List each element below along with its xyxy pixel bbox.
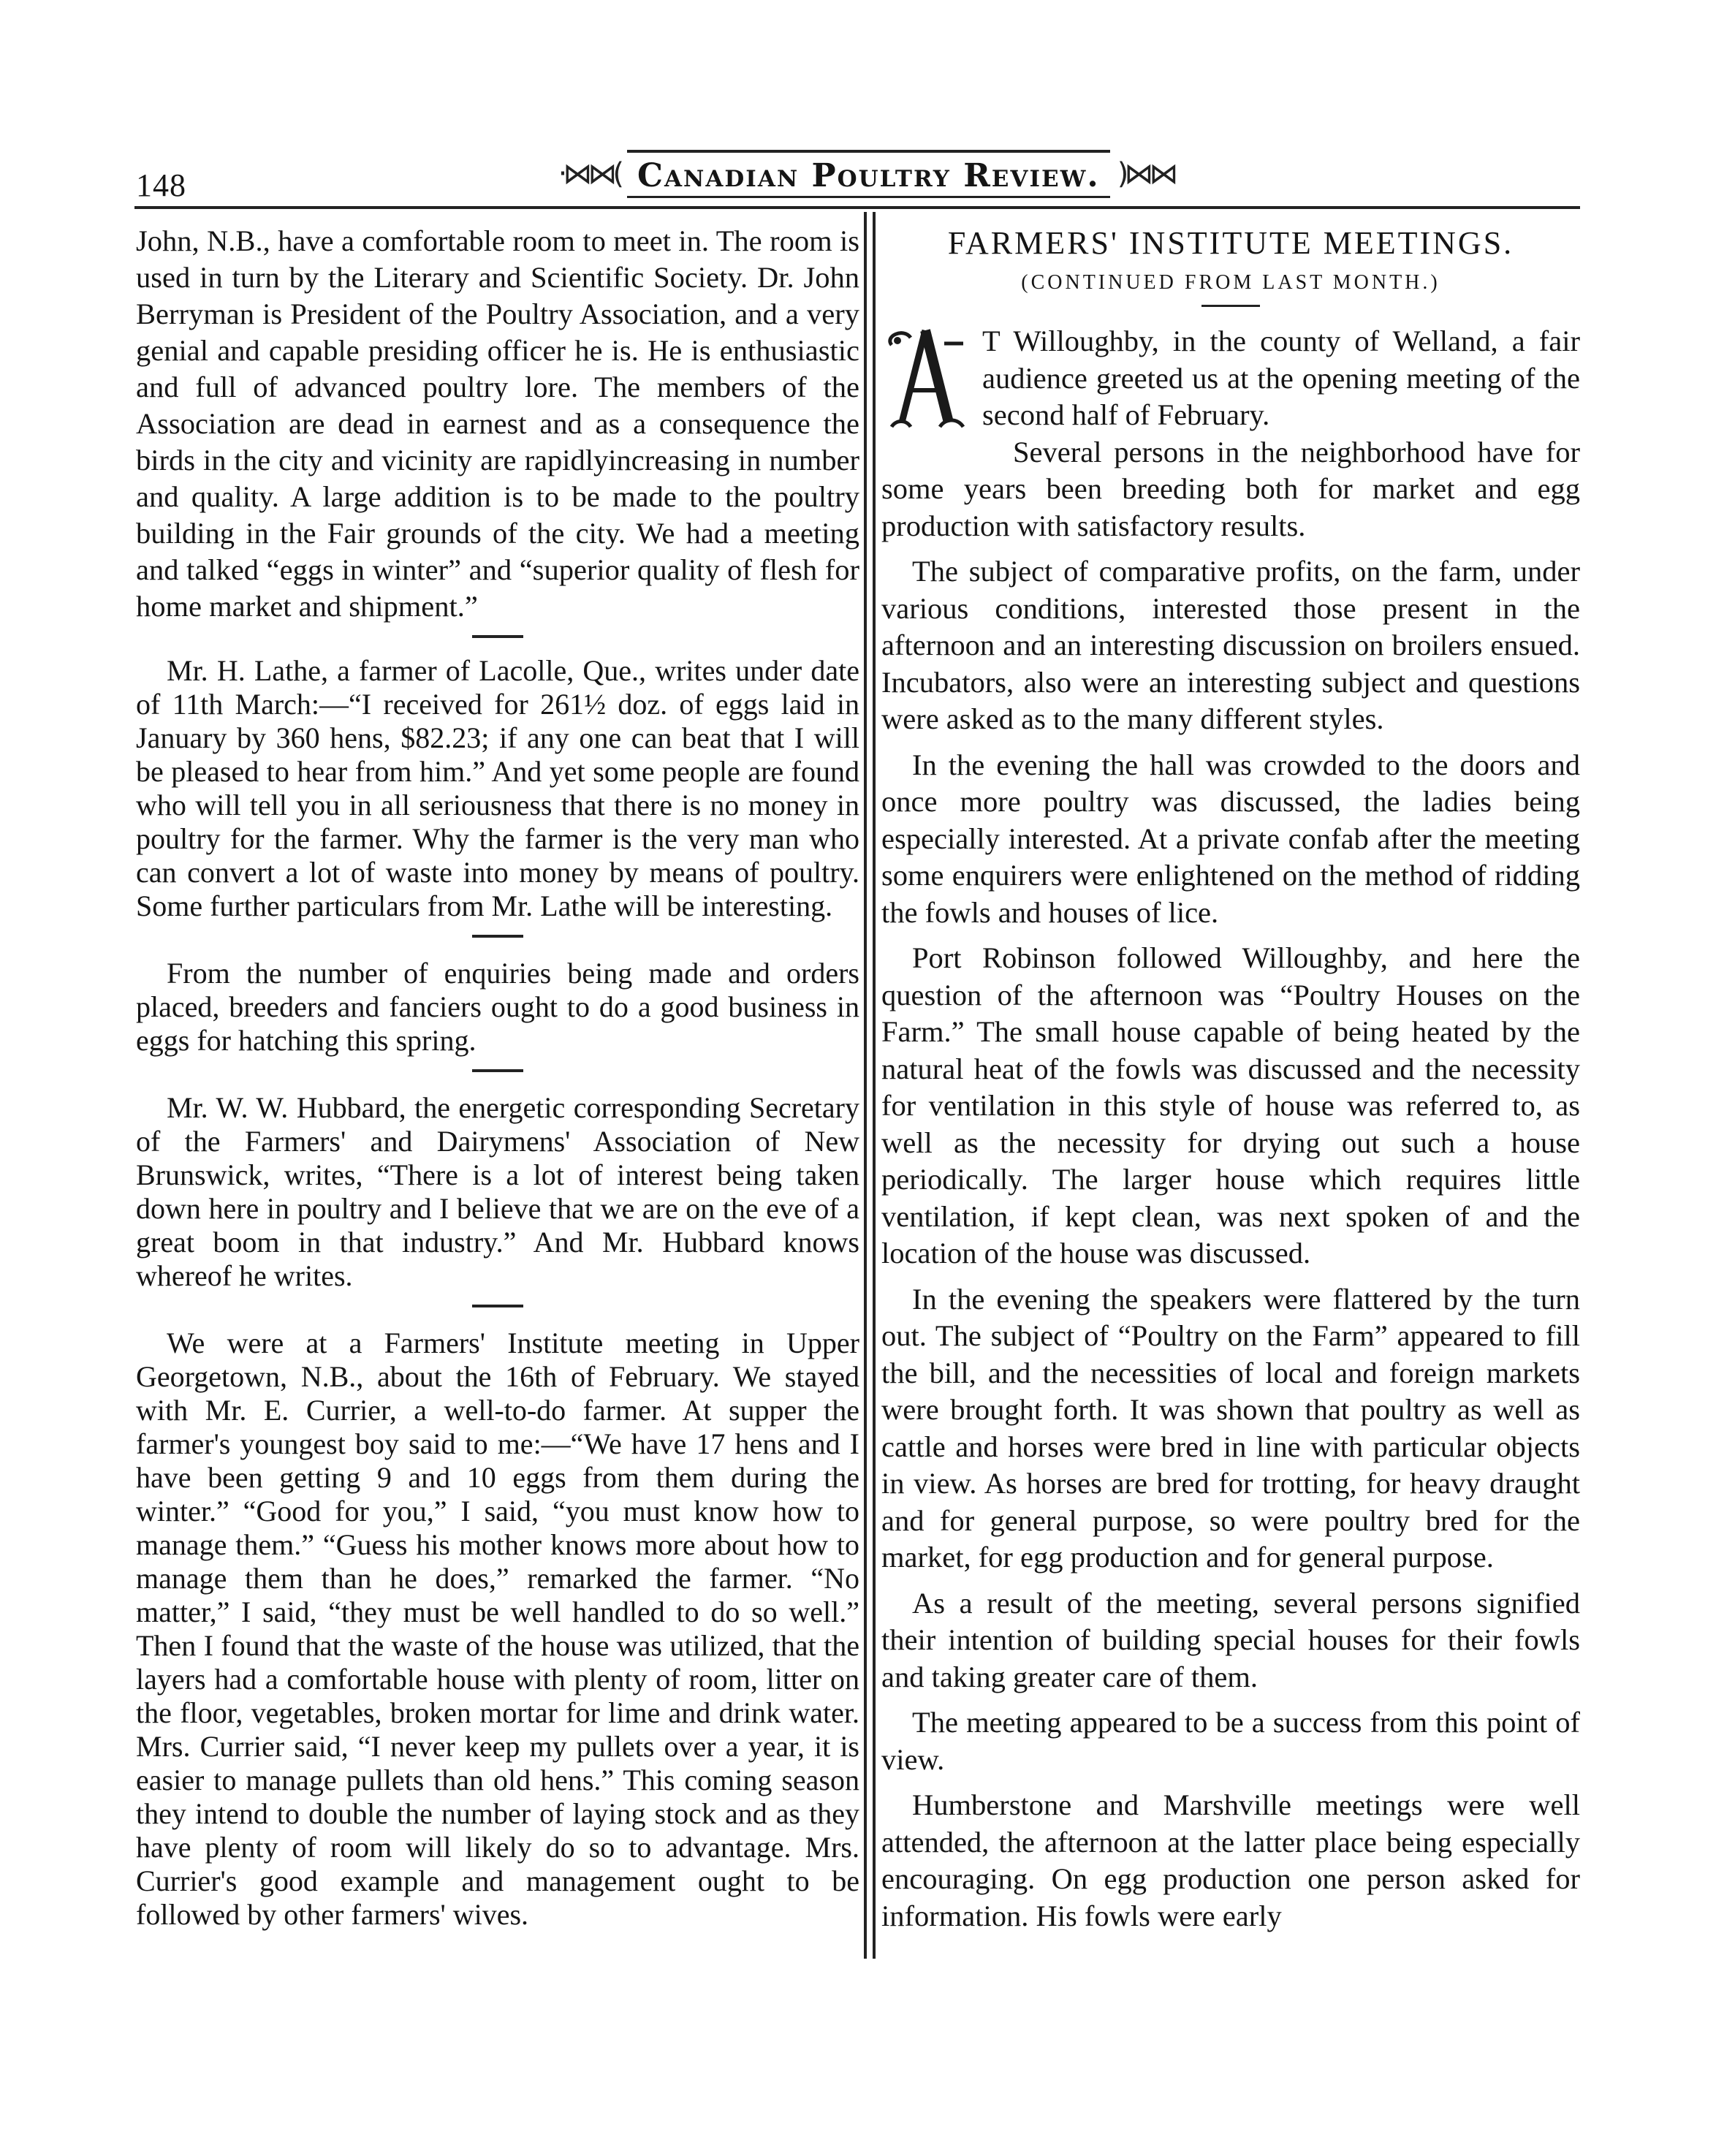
page-number: 148 bbox=[136, 167, 186, 203]
masthead bbox=[558, 143, 1174, 205]
right-column bbox=[881, 223, 1580, 1935]
section-divider bbox=[472, 935, 523, 938]
paragraph: Mr. H. Lathe, a farmer of Lacolle, Que., writes under date of 11th March:—“I received for 261½ doz. of eggs laid in January by 360 hens, $82.23; if any one can beat that I will be pleased to hear from him.” And yet some people are found who will tell you in all seriousness that there is no money in poultry for the farmer. Why the farmer is the very man who can convert a lot of waste into money by means of poultry. Some further particulars from Mr. Lathe will be interesting. bbox=[136, 654, 859, 922]
section-divider bbox=[472, 635, 523, 638]
paragraph: The meeting appeared to be a success from this point of view. bbox=[881, 1706, 1580, 1776]
masthead-title: Canadian Poultry Review. bbox=[627, 150, 1110, 198]
paragraph: In the evening the speakers were flattered by the turn out. The subject of “Poultry on the Farm” appeared to fill the bill, and the necessities of local and foreign markets were brought forth. It was shown that poultry as well as cattle and horses were bred in line with particular objects in view. As horses are bred for trotting, for heavy draught and for general purpose, so were poultry bred for the market, for egg production and for general purpose. bbox=[881, 1282, 1580, 1574]
paragraph: Mr. W. W. Hubbard, the energetic corresponding Secretary of the Farmers' and Dairymens' Association of New Brunswick, writes, “There is a lot of interest being taken down here in poultry and I believe that we are on the eve of a great boom in that industry.” And Mr. Hubbard knows whereof he writes. bbox=[136, 1091, 859, 1292]
paragraph: Several persons in the neighborhood have for some years been breeding both for market and egg production with satisfactory results. bbox=[881, 435, 1580, 542]
lead-paragraph bbox=[881, 323, 1580, 434]
drop-cap-icon bbox=[881, 326, 969, 434]
column-rule bbox=[864, 212, 867, 1959]
paragraph: Humberstone and Marshville meetings were well attended, the afternoon at the latter place being especially encouraging. On egg production one person asked for information. His fowls were early bbox=[881, 1788, 1580, 1932]
column-rule bbox=[873, 212, 876, 1959]
title-divider bbox=[1201, 305, 1260, 307]
paragraph: The subject of comparative profits, on the farm, under various conditions, interested those present in the afternoon and an interesting discussion on broilers ensued. Incubators, also were an interesting subject and questions were asked as to the many different styles. bbox=[881, 555, 1580, 735]
paragraph: John, N.B., have a comfortable room to meet in. The room is used in turn by the Literary and Scientific Society. Dr. John Berryman is President of the Poultry Association, and a very genial and capable presiding officer he is. He is enthusiastic and full of advanced poultry lore. The members of the Association are dead in earnest and as a consequence the birds in the city and vicinity are rapidlyincreasing in number and quality. A large addition is to be made to the poultry building in the Fair grounds of the city. We had a meeting and talked “eggs in winter” and “superior quality of flesh for home market and shipment.” bbox=[136, 224, 859, 623]
paragraph: As a result of the meeting, several persons signified their intention of building special houses for their fowls and taking greater care of them. bbox=[881, 1586, 1580, 1693]
header-rule bbox=[134, 206, 1580, 209]
section-divider bbox=[472, 1305, 523, 1307]
article-subtitle: (CONTINUED FROM LAST MONTH.) bbox=[1021, 271, 1440, 294]
ornament-left-icon: ·⋈⋈( bbox=[558, 157, 620, 191]
paragraph: In the evening the hall was crowded to the doors and once more poultry was discussed, the ladies being especially interested. At a private confab after the meeting some enquirers were enlightened on the method of ridding the fowls and houses of lice. bbox=[881, 748, 1580, 929]
lead-text: T Willoughby, in the county of Welland, a fair audience greeted us at the opening meeting of the second half of February. bbox=[982, 324, 1580, 431]
paragraph: From the number of enquiries being made and orders placed, breeders and fanciers ought to do a good business in eggs for hatching this spring. bbox=[136, 957, 859, 1057]
paragraph: Port Robinson followed Willoughby, and here the question of the afternoon was “Poultry Houses on the Farm.” The small house capable of being heated by the natural heat of the fowls was discussed and the necessity for ventilation in this style of house was referred to, as well as the necessity for drying out such a house periodically. The larger house which requires little ventilation, if kept clean, was next spoken of and the location of the house was discussed. bbox=[881, 941, 1580, 1269]
article-title: FARMERS' INSTITUTE MEETINGS. bbox=[947, 225, 1514, 261]
left-column bbox=[136, 223, 859, 1932]
paragraph: We were at a Farmers' Institute meeting in Upper Georgetown, N.B., about the 16th of February. We stayed with Mr. E. Currier, a well-to-do farmer. At supper the farmer's youngest boy said to me:—“We have 17 hens and I have been getting 9 and 10 eggs from them during the winter.” “Good for you,” I said, “you must know how to manage them.” “Guess his mother knows more about how to manage them than he does,” remarked the farmer. “No matter,” I said, “they must be well handled to do so well.” Then I found that the waste of the house was utilized, that the layers had a comfortable house with plenty of room, litter on the floor, vegetables, broken mortar for lime and drink water. Mrs. Currier said, “I never keep my pullets over a year, it is easier to manage pullets than old hens.” This coming season they intend to double the number of laying stock and as they have plenty of room will likely do so to advantage. Mrs. Currier's good example and management ought to be followed by other farmers' wives. bbox=[136, 1326, 859, 1931]
ornament-right-icon: )⋈⋈ bbox=[1117, 157, 1174, 191]
section-divider bbox=[472, 1069, 523, 1072]
